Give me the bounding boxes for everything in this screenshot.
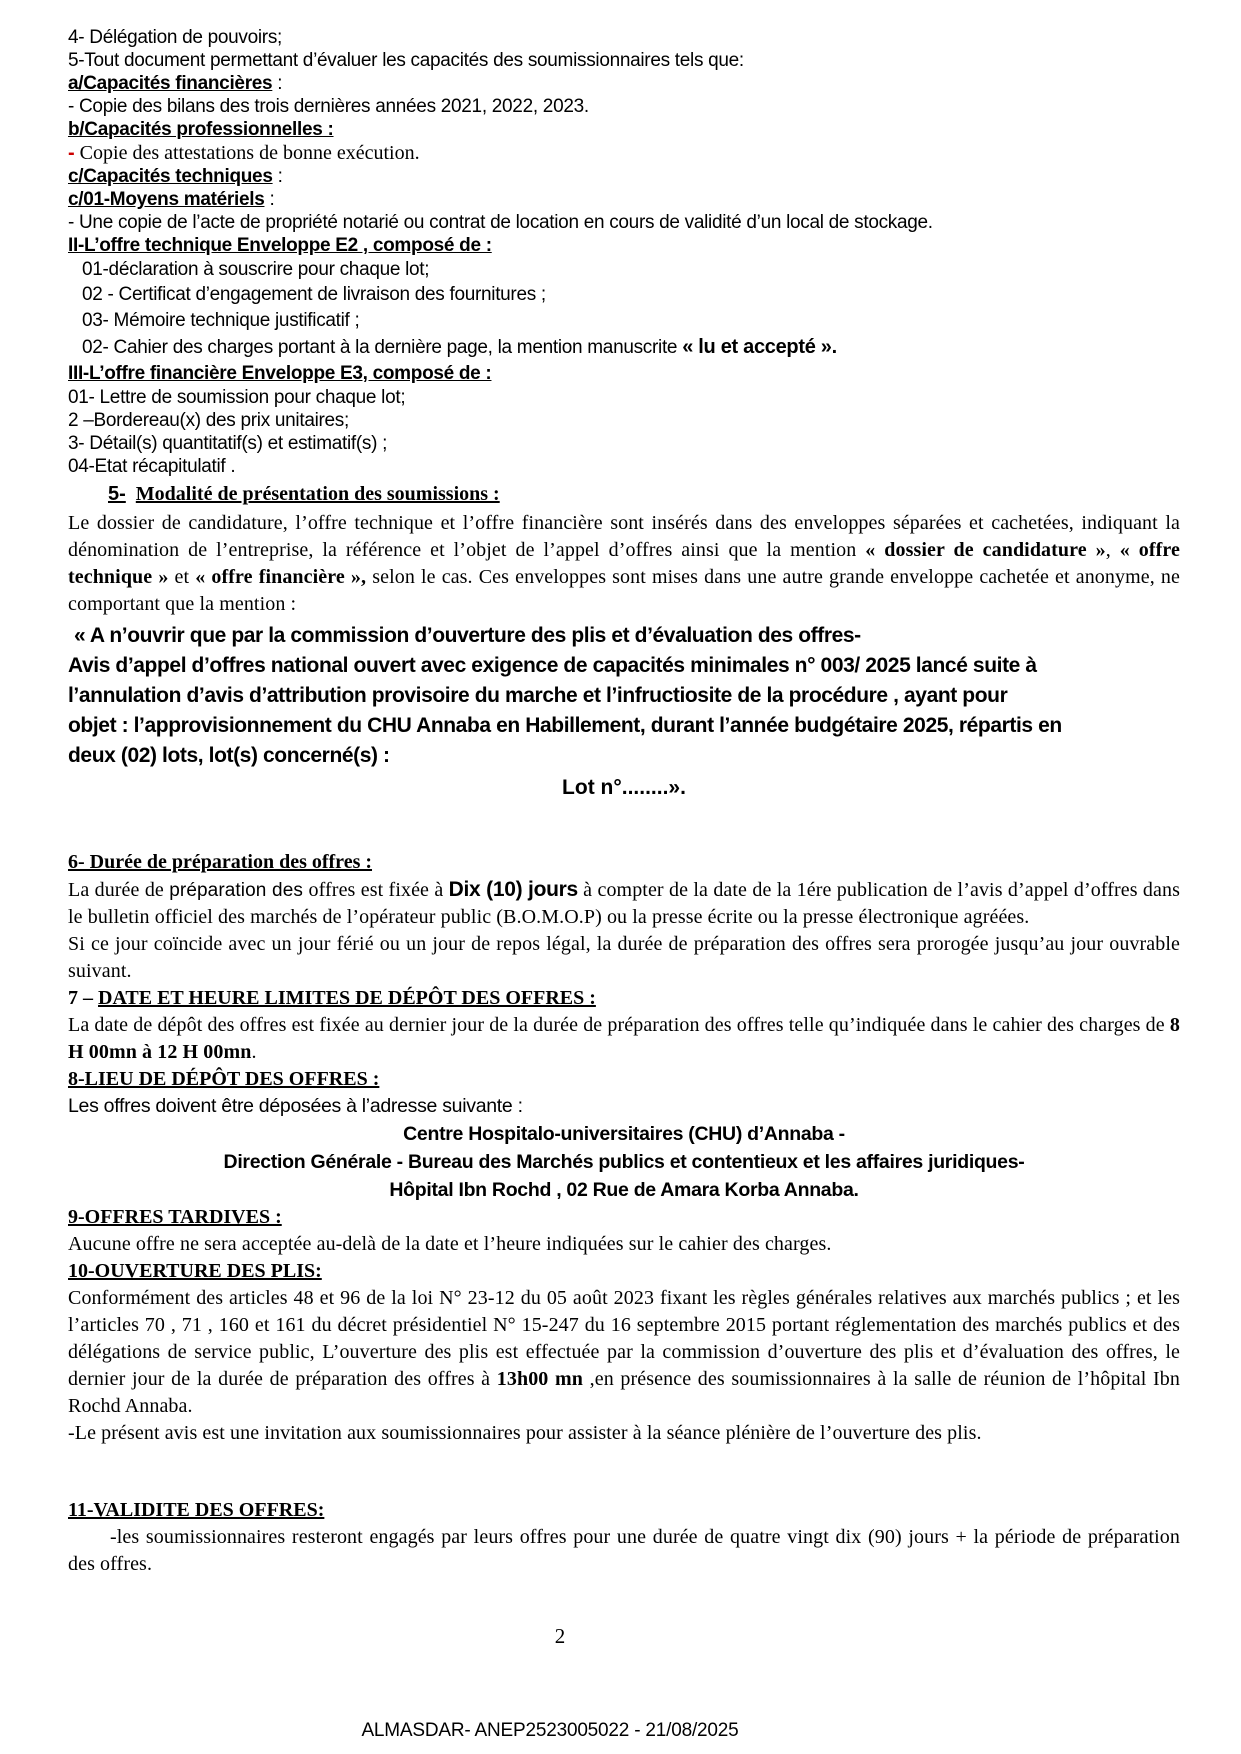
- heading-capacites-techniques: [68, 165, 1180, 188]
- heading-ouverture-plis: [68, 1258, 1180, 1285]
- section7-number: 7 –: [68, 987, 98, 1009]
- lot-number-line: Lot n°........».: [562, 776, 686, 799]
- heading-colon: :: [264, 189, 275, 210]
- duree-text: La durée de: [68, 879, 170, 901]
- heading-moyens-materiels: [68, 188, 1180, 211]
- candidature-requirements-block: [68, 26, 1180, 478]
- heading-date-heure-limites: [68, 985, 1180, 1012]
- duree-dix-jours: Dix (10) jours: [448, 878, 578, 901]
- cahier-text: 02- Cahier des charges portant à la dernière page, la mention manuscrite: [82, 337, 683, 358]
- heading-duree-preparation: [68, 849, 1180, 876]
- item-copie-bilans: - Copie des bilans des trois dernières années 2021, 2022, 2023.: [68, 96, 589, 117]
- mention-lu-et-accepte: « lu et accepté ».: [682, 336, 837, 358]
- ouverture-text: Conformément des articles 48 et 96 de la loi N° 23-12 du 05 août 2023 fixant les règles générales relatives aux marchés publics ; et les l’articles 70 , 71 , 160 et 161 du décret présidentiel N° 15-247 du 16 septembre 2015 portant réglementation des marchés publics et des délégations de service public, L’ouverture des plis est effectuée par la commission d’ouverture des plis et d’évaluation des offres, le dernier jour de la durée de préparation des offres à: [68, 1287, 1180, 1390]
- modalite-text: Le dossier de candidature, l’offre technique et l’offre financière sont insérés dans des enveloppes séparées et cachetées, indiquant la dénomination de l’entreprise, la référence et l’objet de l’appel d’offres ainsi que la mention: [68, 512, 1180, 561]
- note-invitation: -Le présent avis est une invitation aux soumissionnaires pour assister à la séance plénière de l’ouverture des plis.: [68, 1422, 982, 1444]
- offre-financiere-item: 2 –Bordereau(x) des prix unitaires;: [68, 410, 349, 431]
- date-depot-text: .: [251, 1041, 257, 1063]
- heading-ouverture-plis-label: 10-OUVERTURE DES PLIS:: [68, 1260, 322, 1282]
- mention-line: objet : l’approvisionnement du CHU Annaba en Habillement, durant l’année budgétaire 2025, répartis en: [68, 714, 1062, 737]
- heading-capacites-professionnelles: [68, 118, 1180, 141]
- offre-financiere-item: 01- Lettre de soumission pour chaque lot;: [68, 387, 406, 408]
- address-line-direction: Direction Générale - Bureau des Marchés publics et contentieux et les affaires juridiques-: [223, 1151, 1025, 1173]
- offre-financiere-item: 3- Détail(s) quantitatif(s) et estimatif(s) ;: [68, 433, 388, 454]
- paragraph-offres-tardives: Aucune offre ne sera acceptée au-delà de la date et l’heure indiquées sur le cahier des charges.: [68, 1233, 832, 1255]
- paragraph-ouverture-plis: [68, 1285, 1180, 1420]
- modalite-text: ,: [1105, 539, 1120, 561]
- heading-modalite-presentation-label: Modalité de présentation des soumissions :: [135, 483, 500, 505]
- horaire-depot: 8 H 00mn à 12 H 00mn: [68, 1014, 1180, 1063]
- duree-text: offres est fixée à: [308, 879, 449, 901]
- heading-validite-offres: [68, 1497, 1180, 1524]
- heading-modalite-presentation: [108, 481, 1180, 508]
- envelope-mention-block: [68, 621, 1180, 771]
- address-line-chu: Centre Hospitalo-universitaires (CHU) d’Annaba -: [403, 1123, 845, 1145]
- lieu-depot-intro: Les offres doivent être déposées à l’adresse suivante :: [68, 1095, 523, 1117]
- mention-offre-technique: « offre technique »: [68, 539, 1180, 588]
- section5-number: 5-: [108, 483, 126, 505]
- paragraph-duree: [68, 876, 1180, 931]
- document-body: [68, 26, 1180, 1578]
- offre-technique-item: 01-déclaration à souscrire pour chaque lot;: [82, 259, 430, 280]
- item-attestations: [68, 141, 1180, 165]
- mention-line: Avis d’appel d’offres national ouvert avec exigence de capacités minimales n° 003/ 2025 lancé suite à: [68, 654, 1037, 677]
- date-depot-text: La date de dépôt des offres est fixée au dernier jour de la durée de préparation des offres telle qu’indiquée dans le cahier des charges de: [68, 1014, 1170, 1036]
- paragraph-modalite: [68, 510, 1180, 618]
- heading-lieu-depot-label: 8-LIEU DE DÉPÔT DES OFFRES :: [68, 1068, 380, 1090]
- modalite-text: et: [168, 566, 196, 588]
- paragraph-jour-ferie: Si ce jour coïncide avec un jour férié ou un jour de repos légal, la durée de préparation des offres sera prorogée jusqu’au jour ouvrable suivant.: [68, 933, 1180, 982]
- item-tout-document: 5-Tout document permettant d’évaluer les capacités des soumissionnaires tels que:: [68, 50, 744, 71]
- heading-capacites-financieres: [68, 72, 1180, 95]
- heading-validite-offres-label: 11-VALIDITE DES OFFRES:: [68, 1499, 325, 1521]
- address-line-hopital: Hôpital Ibn Rochd , 02 Rue de Amara Korba Annaba.: [389, 1179, 859, 1201]
- mention-offre-financiere: « offre financière »,: [195, 566, 367, 588]
- heading-offres-tardives-label: 9-OFFRES TARDIVES :: [68, 1206, 282, 1228]
- heading-offre-technique: [68, 234, 1180, 257]
- item-delegation-pouvoirs: 4- Délégation de pouvoirs;: [68, 27, 283, 48]
- offre-technique-item: 02 - Certificat d’engagement de livraison des fournitures ;: [82, 284, 546, 305]
- offre-technique-item: 03- Mémoire technique justificatif ;: [82, 310, 360, 331]
- paragraph-validite: -les soumissionnaires resteront engagés par leurs offres pour une durée de quatre vingt dix (90) jours + la période de préparation des offres.: [68, 1526, 1180, 1575]
- mention-line: « A n’ouvrir que par la commission d’ouverture des plis et d’évaluation des offres-: [74, 624, 861, 647]
- offre-financiere-item: 04-Etat récapitulatif .: [68, 456, 236, 477]
- heading-colon: :: [272, 73, 283, 94]
- modalite-text: selon le cas. Ces enveloppes sont mises dans une autre grande enveloppe cachetée et anonyme, ne comportant que la mention :: [68, 566, 1180, 615]
- ouverture-text: ,en présence des soumissionnaires à la salle de réunion de l’hôpital Ibn Rochd Annaba.: [68, 1368, 1180, 1417]
- heading-lieu-depot: [68, 1066, 1180, 1093]
- heading-date-heure-limites-label: DATE ET HEURE LIMITES DE DÉPÔT DES OFFRES :: [98, 987, 596, 1009]
- mention-line: deux (02) lots, lot(s) concerné(s) :: [68, 744, 390, 767]
- heading-capacites-professionnelles-label: b/Capacités professionnelles :: [68, 119, 334, 140]
- mention-dossier-candidature: « dossier de candidature »: [865, 539, 1106, 561]
- heading-moyens-materiels-label: c/01-Moyens matériels: [68, 189, 265, 210]
- heure-ouverture: 13h00 mn: [496, 1368, 584, 1390]
- heading-capacites-financieres-label: a/Capacités financières: [68, 73, 273, 94]
- heading-colon: :: [272, 166, 283, 187]
- red-dash: -: [68, 142, 75, 164]
- offre-technique-item-cahier: [68, 334, 1180, 361]
- page-number: 2: [554, 1624, 566, 1648]
- item-attestations-text: Copie des attestations de bonne exécution.: [74, 142, 420, 164]
- item-acte-propriete: - Une copie de l’acte de propriété notarié ou contrat de location en cours de validité d’un local de stockage.: [68, 212, 933, 233]
- duree-text-sans: préparation des: [169, 880, 309, 901]
- footer-publication-reference: ALMASDAR- ANEP2523005022 - 21/08/2025: [361, 1720, 739, 1741]
- heading-offre-technique-label: II-L’offre technique Enveloppe E2 , composé de :: [68, 235, 492, 256]
- heading-offre-financiere: [68, 361, 1180, 386]
- heading-capacites-techniques-label: c/Capacités techniques: [68, 166, 273, 187]
- mention-line: l’annulation d’avis d’attribution provisoire du marche et l’infructiosite de la procédure , ayant pour: [68, 684, 1008, 707]
- paragraph-date-depot: [68, 1012, 1180, 1066]
- heading-duree-preparation-label: 6- Durée de préparation des offres :: [68, 851, 373, 873]
- duree-text: à compter de la date de la 1ére publication de l’avis d’appel d’offres dans le bulletin officiel des marchés de l’opérateur public (B.O.M.O.P) ou la presse écrite ou la presse électronique agréées.: [68, 879, 1180, 928]
- heading-offres-tardives: [68, 1204, 1180, 1231]
- heading-offre-financiere-label: III-L’offre financière Enveloppe E3, composé de :: [68, 363, 492, 384]
